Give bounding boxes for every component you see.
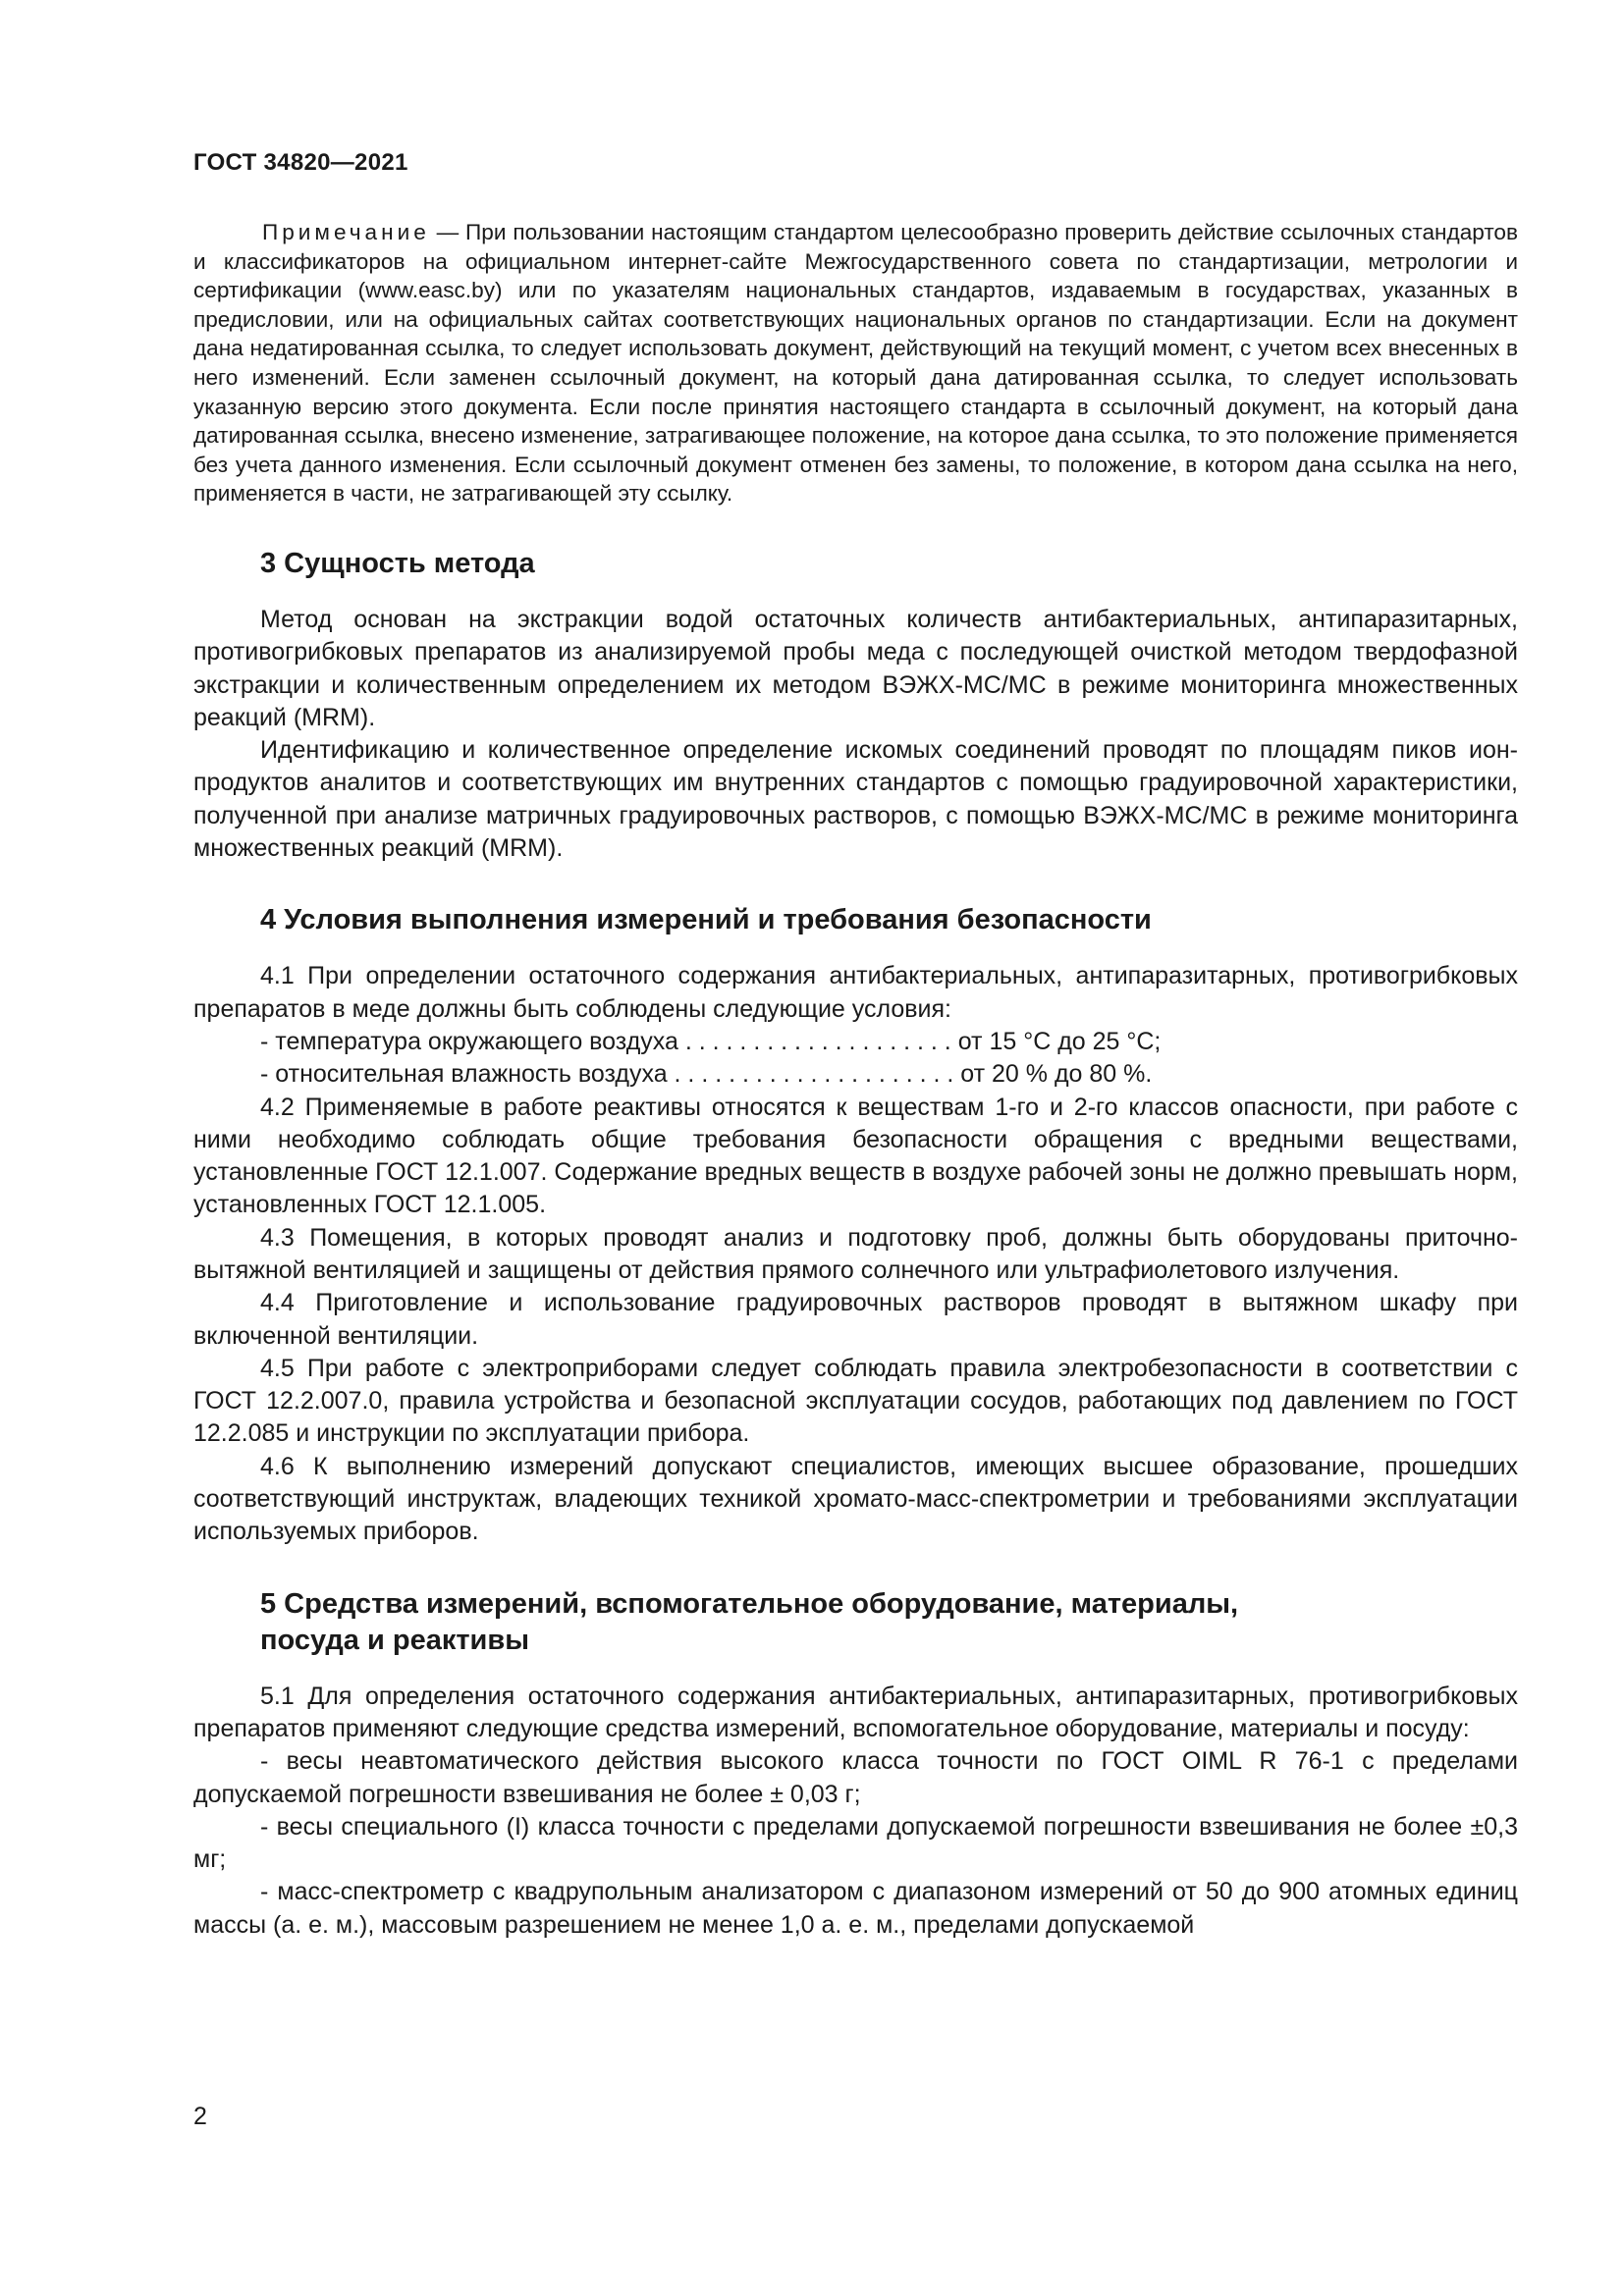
section-3-paragraph-2: Идентификацию и количественное определение искомых соединений проводят по площадям пиков ион-продуктов аналитов и соответствующих им внутренних стандартов с помощью градуировочной характеристики, полученной при анализе матричных градуировочных растворов, с помощью ВЭЖХ-МС/МС в режиме мониторинга множественных реакций (MRM). (193, 736, 1518, 863)
clause-4-4: 4.4 Приготовление и использование градуировочных растворов проводят в вытяжном шкафу при включенной вентиляции. (193, 1289, 1518, 1350)
equipment-item-mass-spectrometer: - масс-спектрометр с квадрупольным анализатором с диапазоном измерений от 50 до 900 атомных единиц массы (а. е. м.), массовым разрешением не менее 1,0 а. е. м., пределами допускаемой (193, 1878, 1518, 1939)
section-5-heading-line-1: 5 Средства измерений, вспомогательное оборудование, материалы, (260, 1587, 1239, 1620)
section-5-heading-line-2: посуда и реактивы (260, 1624, 529, 1656)
clause-4-1: 4.1 При определении остаточного содержания антибактериальных, антипаразитарных, противогрибковых препаратов в меде должны быть соблюдены следующие условия: (193, 962, 1518, 1023)
document-header-code: ГОСТ 34820—2021 (193, 149, 408, 176)
equipment-item-scales-high: - весы неавтоматического действия высокого класса точности по ГОСТ OIML R 76-1 с пределами допускаемой погрешности взвешивания не более ± 0,03 г; (193, 1747, 1518, 1808)
note-text: — При пользовании настоящим стандартом целесообразно проверить действие ссылочных стандартов и классификаторов на официальном интернет-сайте Межгосударственного совета по стандартизации, метрологии и сертификации (www.easc.by) или по указателям национальных стандартов, издаваемым в государствах, указанных в предисловии, или на официальных сайтах соответствующих национальных органов по стандартизации. Если на документ дана недатированная ссылка, то следует использовать документ, действующий на текущий момент, с учетом всех внесенных в него изменений. Если заменен ссылочный документ, на который дана датированная ссылка, то следует использовать указанную версию этого документа. Если после принятия настоящего стандарта в ссылочный документ, на который дана датированная ссылка, внесено изменение, затрагивающее положение, на которое дана ссылка, то это положение применяется без учета данного изменения. Если ссылочный документ отменен без замены, то положение, в котором дана ссылка на него, применяется в части, не затрагивающей эту ссылку. (193, 220, 1518, 507)
clause-4-6: 4.6 К выполнению измерений допускают специалистов, имеющих высшее образование, прошедших соответствующий инструктаж, владеющих техникой хромато-масс-спектрометрии и требованиями эксплуатации используемых приборов. (193, 1452, 1518, 1546)
section-3-heading: 3 Сущность метода (260, 547, 535, 579)
section-3-paragraph-1: Метод основан на экстракции водой остаточных количеств антибактериальных, антипаразитарных, противогрибковых препаратов из анализируемой пробы меда с последующей очисткой методом твердофазной экстракции и количественным определением их методом ВЭЖХ-МС/МС в режиме мониторинга множественных реакций (MRM). (193, 605, 1518, 731)
section-3-heading-wrap (193, 546, 1518, 582)
equipment-item-scales-special: - весы специального (I) класса точности с пределами допускаемой погрешности взвешивания не более ±0,3 мг; (193, 1812, 1518, 1874)
clause-4-3: 4.3 Помещения, в которых проводят анализ и подготовку проб, должны быть оборудованы приточно-вытяжной вентиляцией и защищены от действия прямого солнечного или ультрафиолетового излучения. (193, 1223, 1518, 1284)
section-4-heading-wrap (193, 902, 1518, 938)
section-5-heading-wrap (193, 1586, 1518, 1659)
note-label: Примечание (262, 220, 430, 244)
condition-temperature: - температура окружающего воздуха . . . . . . . . . . . . . . . . . . . . от 15 °С до 25 °С; (260, 1027, 1162, 1055)
clause-5-1: 5.1 Для определения остаточного содержания антибактериальных, антипаразитарных, противогрибковых препаратов применяют следующие средства измерений, вспомогательное оборудование, материалы и посуду: (193, 1682, 1518, 1742)
document-body (193, 218, 1518, 1942)
condition-humidity: - относительная влажность воздуха . . . . . . . . . . . . . . . . . . . . . от 20 % до 80 %. (260, 1060, 1153, 1089)
clause-4-2: 4.2 Применяемые в работе реактивы относятся к веществам 1-го и 2-го классов опасности, при работе с ними необходимо соблюдать общие требования безопасности обращения с вредными веществами, установленные ГОСТ 12.1.007. Содержание вредных веществ в воздухе рабочей зоны не должно превышать норм, установленных ГОСТ 12.1.005. (193, 1093, 1518, 1219)
clause-4-5: 4.5 При работе с электроприборами следует соблюдать правила электробезопасности в соответствии с ГОСТ 12.2.007.0, правила устройства и безопасной эксплуатации сосудов, работающих под давлением по ГОСТ 12.2.085 и инструкции по эксплуатации прибора. (193, 1354, 1518, 1448)
section-4-heading: 4 Условия выполнения измерений и требования безопасности (260, 904, 1152, 936)
reference-note (193, 218, 1518, 508)
page-number: 2 (193, 2103, 207, 2130)
